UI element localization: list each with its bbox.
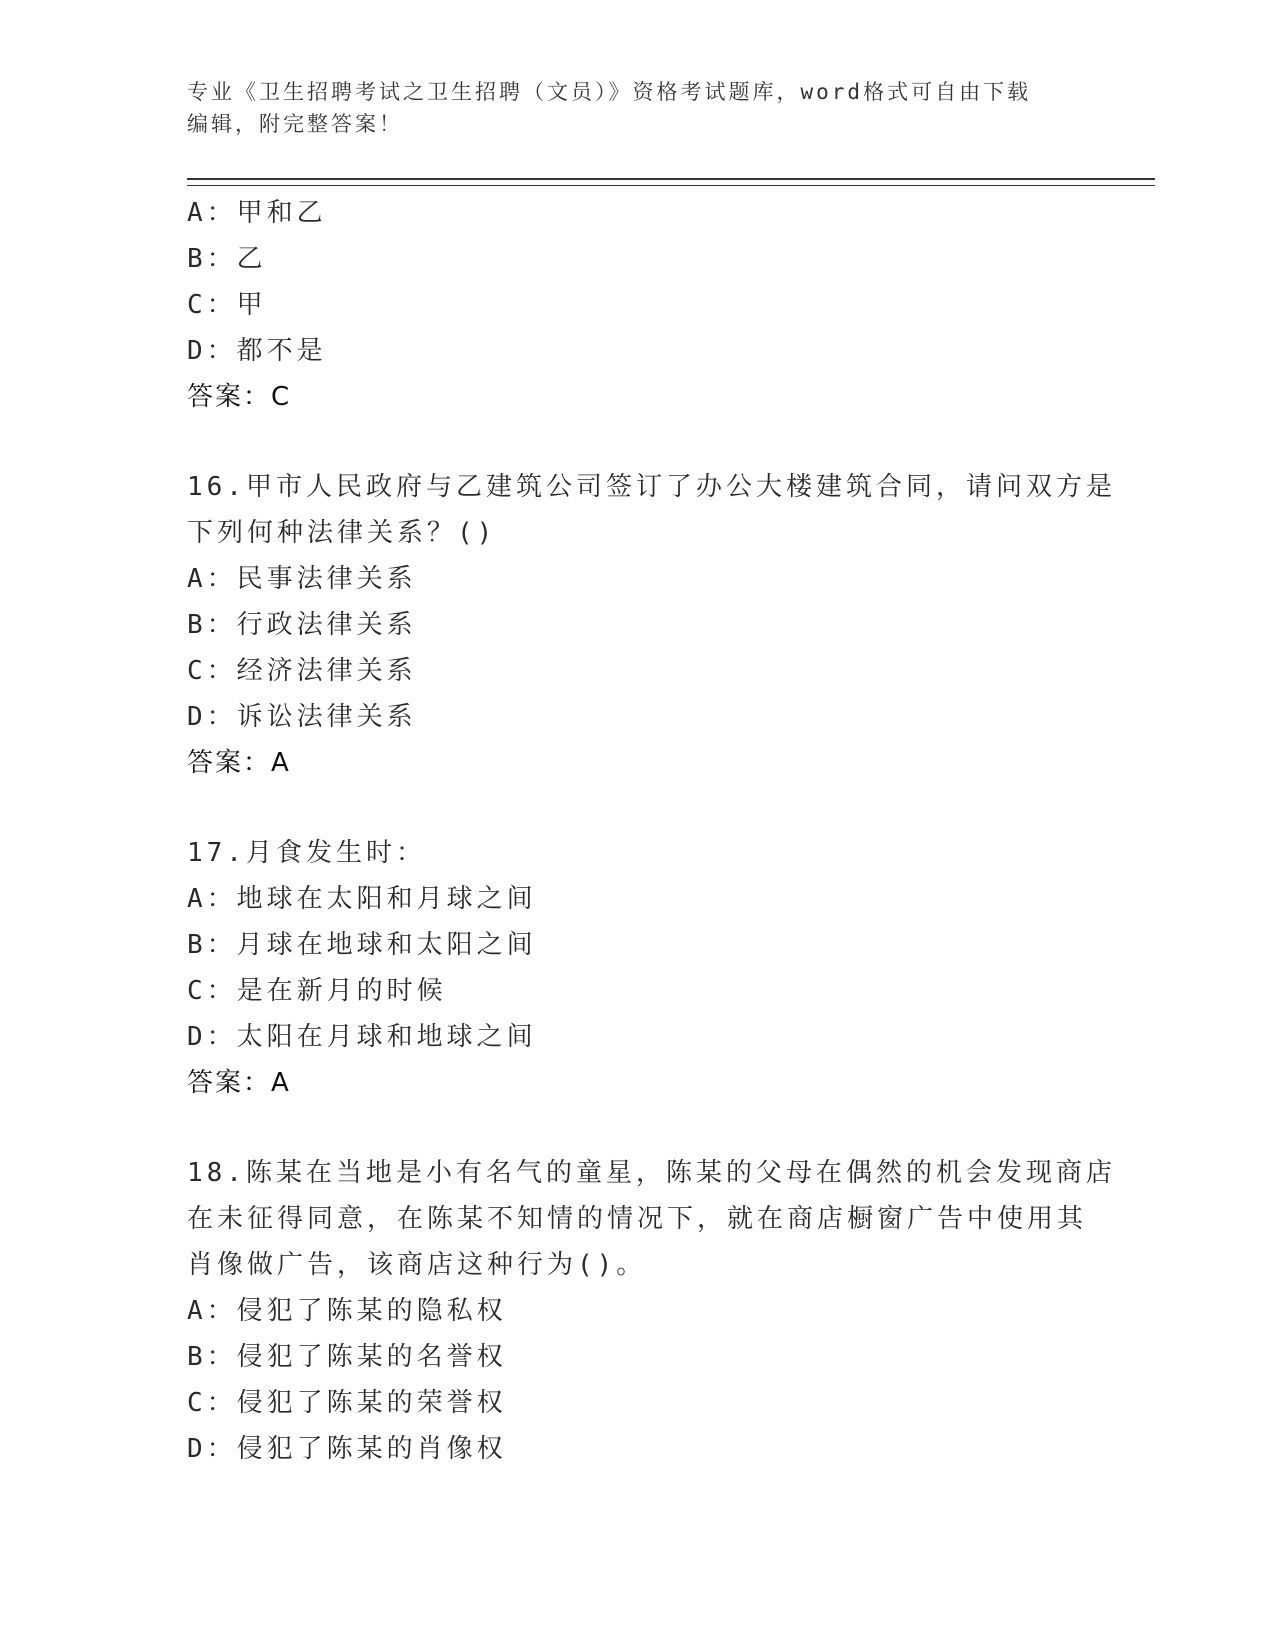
question-list [187,190,1116,1472]
document-header [187,76,1087,140]
question-15 [187,190,1087,420]
option-b: B：月球在地球和太阳之间 [187,930,537,960]
option-a: A：侵犯了陈某的隐私权 [187,1296,507,1326]
question-text-line: 肖像做广告，该商店这种行为()。 [187,1250,647,1280]
header-line-2: 编辑，附完整答案！ [187,112,403,136]
option-a: A：甲和乙 [187,198,327,228]
header-divider [187,178,1155,186]
option-a: A：地球在太阳和月球之间 [187,884,537,914]
answer-line: 答案：C [187,382,292,412]
option-b: B：行政法律关系 [187,610,417,640]
option-a: A：民事法律关系 [187,564,417,594]
answer-line: 答案：A [187,748,291,778]
option-d: D：诉讼法律关系 [187,702,417,732]
option-d: D：都不是 [187,336,327,366]
option-d: D：太阳在月球和地球之间 [187,1022,537,1052]
option-c: C：甲 [187,290,267,320]
option-d: D：侵犯了陈某的肖像权 [187,1434,507,1464]
option-b: B：侵犯了陈某的名誉权 [187,1342,507,1372]
option-c: C：经济法律关系 [187,656,417,686]
option-c: C：是在新月的时候 [187,976,447,1006]
question-text-line: 下列何种法律关系？() [187,518,497,548]
question-text-line: 18.陈某在当地是小有名气的童星，陈某的父母在偶然的机会发现商店 [187,1158,1116,1188]
question-16 [187,464,1116,786]
option-c: C：侵犯了陈某的荣誉权 [187,1388,507,1418]
answer-line: 答案：A [187,1068,291,1098]
question-text-line: 16.甲市人民政府与乙建筑公司签订了办公大楼建筑合同，请问双方是 [187,472,1116,502]
option-b: B：乙 [187,244,267,274]
question-18 [187,1150,1116,1472]
question-text-line: 17.月食发生时： [187,838,426,868]
question-17 [187,830,1087,1106]
header-line-1: 专业《卫生招聘考试之卫生招聘（文员）》资格考试题库，word格式可自由下载 [187,80,1032,104]
question-text-line: 在未征得同意，在陈某不知情的情况下，就在商店橱窗广告中使用其 [187,1204,1088,1234]
